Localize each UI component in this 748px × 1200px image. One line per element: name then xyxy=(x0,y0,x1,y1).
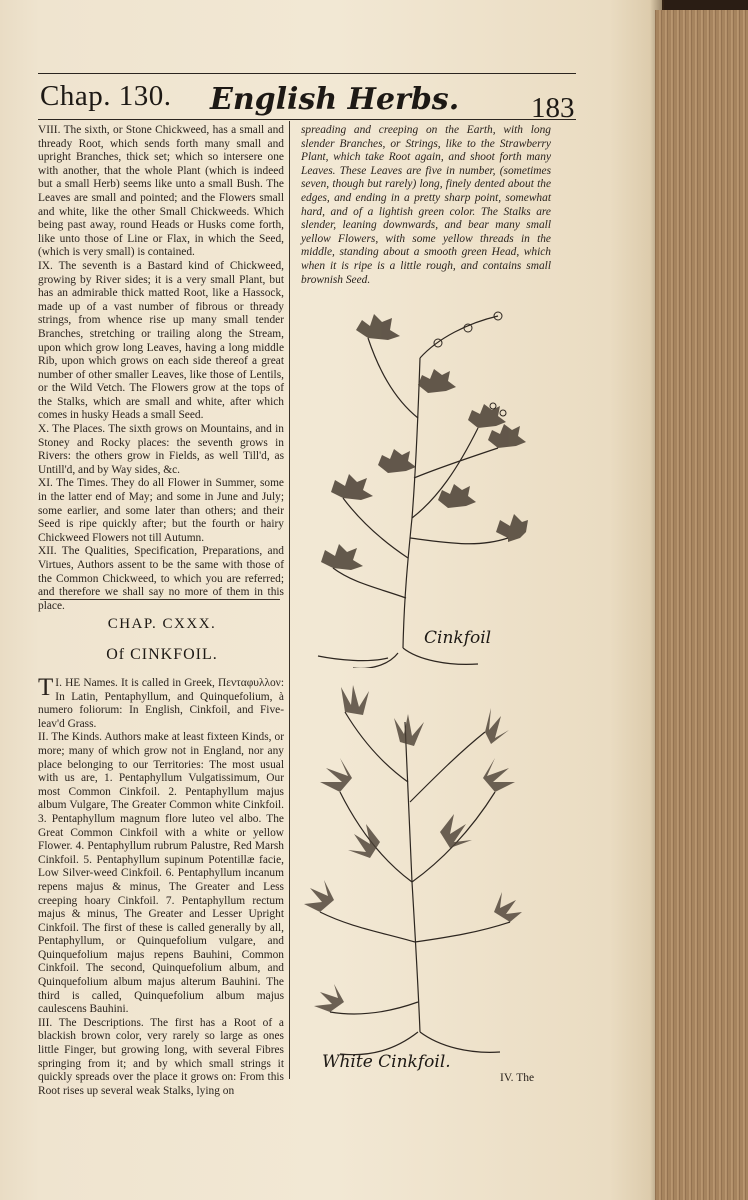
right-column-top xyxy=(301,124,551,287)
paragraph-ix: IX. The seventh is a Bastard kind of Chickweed, growing by River sides; it is a very small Plant, but has an admirable thick matted Root, like a Hassock, made up of a vast number of fibrous or thready strings, from whence rise up many small tender Branches, stretching or trailing along the Stream, upon which grow long Leaves, having a long middle Rib, upon which grows on each side thereof a great number of other smaller Leaves, like those of Lentils, or the Wild Vetch. The Flowers grow at the tops of the Stalks, which are small and white, after which comes in husky Heads a small Seed. xyxy=(38,259,284,422)
drop-cap: T xyxy=(38,674,54,701)
chapter-number: CHAP. CXXX. xyxy=(107,616,217,632)
names-text: I. HE Names. It is called in Greek, Πενταφυλλον: In Latin, Pentaphyllum, and Quinquefolium, à numero foliorum: In English, Cinkfoil, and Five-leav'd Grass. xyxy=(38,677,284,730)
top-rule xyxy=(38,73,576,74)
page-edges xyxy=(655,10,748,1200)
running-chapter: Chap. 130. xyxy=(40,80,172,112)
catchword: IV. The xyxy=(500,1072,535,1084)
cinkfoil-woodcut-illustration xyxy=(308,298,528,668)
white-cinkfoil-woodcut-illustration xyxy=(300,682,522,1074)
cinkfoil-caption: Cinkfoil xyxy=(424,628,492,648)
paragraph-descriptions: III. The Descriptions. The first has a Root of a blackish brown color, very rarely so large as ones little Finger, but growing long, with several Fibres springing from it; and by which small strings it quickly spreads over the place it grows on: From this Root rises up several weak Stalks, lying on xyxy=(38,1016,284,1097)
paragraph-xi: XI. The Times. They do all Flower in Summer, some in the latter end of May; and some in June and July; some earlier, and some later than others; and their Seed is ripe quickly after; but the fourth or hairy Chickweed Flowers not till Autumn. xyxy=(38,477,284,544)
paragraph-kinds: II. The Kinds. Authors make at least fixteen Kinds, or more; many of which grow not in England, nor any place belonging to our Territories: The most usual with us are, 1. Pentaphyllum Vulgatissimum, Our most Common Cinkfoil. 2. Pentaphyllum majus album Vulgare, The Greater Common white Cinkfoil. 3. Pentaphyllum magnum flore luteo vel albo. The Great Common Cinkfoil with a white or yellow Flower. 4. Pentaphyllum rubrum Palustre, Red Marsh Cinkfoil. 5. Pentaphyllum supinum Potentillæ facie, Low Silver-weed Cinkfoil. 6. Pentaphyllum incanum repens majus & minus, The Greater and Less creeping hoary Cinkfoil. 7. Pentaphyllum rectum majus & minus, The Greater and Lesser Upright Cinkfoil. The first of these is called generally by all, Pentaphyllum, or Quinquefolium vulgare, and Quinquefolium majus repens Bauhini, Common Cinkfoil. The second, Quinquefolium album, and Quinquefolium album majus alterum Bauhini. The third is called, Quinquefolium album majus caulescens Bauhini. xyxy=(38,731,284,1016)
header-rule xyxy=(38,119,576,120)
paragraph-names xyxy=(38,674,284,731)
column-rule xyxy=(289,121,290,1079)
chapter-title: Of CINKFOIL. xyxy=(106,646,218,663)
white-cinkfoil-caption: White Cinkfoil. xyxy=(322,1052,451,1072)
left-column-top xyxy=(38,124,284,613)
description-continued: spreading and creeping on the Earth, with long slender Branches, or Strings, like to the Strawberry Plant, which take Root again, and shoot forth many Leaves. These Leaves are five in number, (sometimes seven, though but rarely) long, finely dented about the edges, and ending in a pretty sharp point, somewhat hard, and of a lightish green color. The Stalks are slender, leaning downwards, and bear many small yellow Flowers, with some yellow threads in the middle, standing about a smooth green Head, which when it is ripe is a little rough, and contains small brownish Seed. xyxy=(301,124,551,286)
paragraph-xii: XII. The Qualities, Specification, Preparations, and Virtues, Authors assent to be the same with those of the Common Chickweed, to which you are referred; and therefore we shall say no more of them in this place. xyxy=(38,545,284,612)
chapter-separator xyxy=(40,599,280,600)
paragraph-viii: VIII. The sixth, or Stone Chickweed, has a small and thready Root, which sends forth many small and upright Branches, thick set; which so intersere one with another, that the whole Plant (which is indeed but a small Herb) seems like unto a small Bush. The Leaves are small and pointed; and the Flowers small and white, like the other Small Chickweeds. Which being past away, round Heads or Husks come forth, like unto those of Line or Flax, in which the Seed, (which is very small) is contained. xyxy=(38,124,284,259)
left-column-bottom xyxy=(38,674,284,1098)
running-title: English Herbs. xyxy=(210,82,460,117)
page-number: 183 xyxy=(531,92,575,124)
paragraph-x: X. The Places. The sixth grows on Mountains, and in Stoney and Rocky places: the seventh grows in Rivers: the others grow in Fields, as well Till'd, as Untill'd, and by Way sides, &c. xyxy=(38,423,284,476)
